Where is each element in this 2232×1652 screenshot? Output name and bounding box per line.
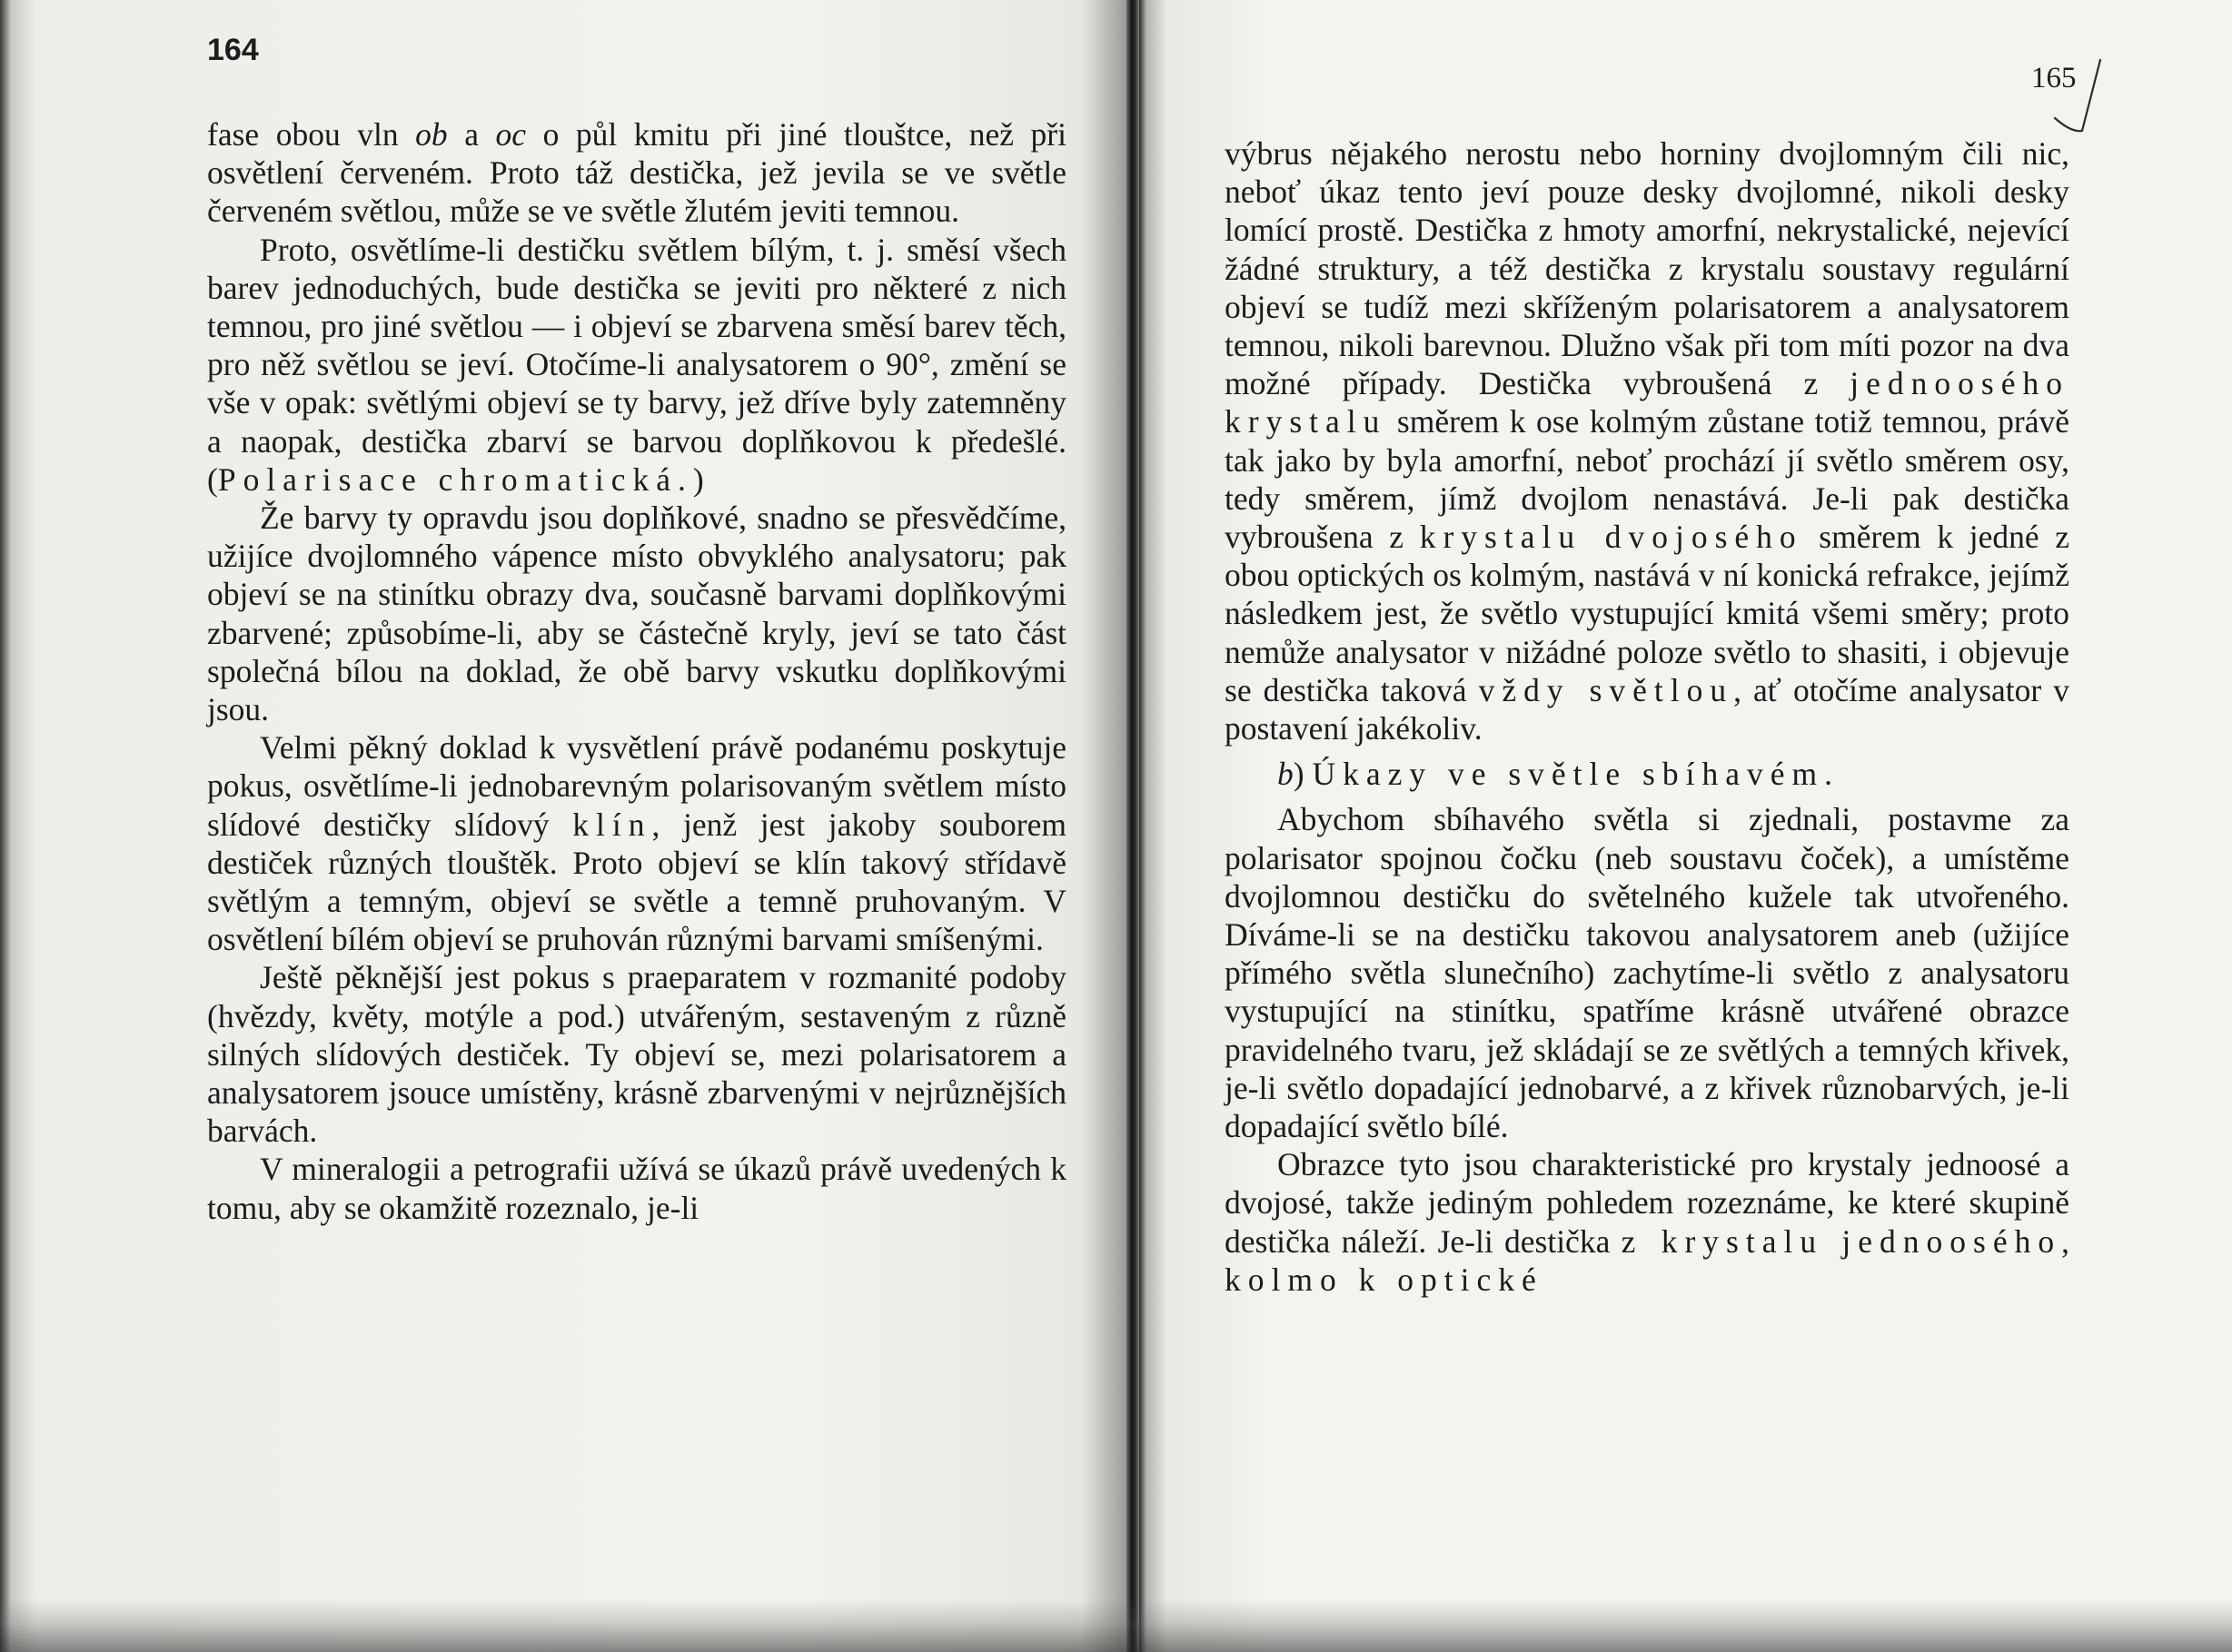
- italic-text: oc: [495, 116, 527, 153]
- page-number-left: 164: [207, 33, 259, 67]
- text-run: Že barvy ty opravdu jsou doplňkové, snadno se přesvědčíme, užijíce dvojlomného vápence místo obvyklého analysatoru; pak objeví se na stinítku obrazy dva, současně barvami doplňkovými zbarvené; způsobíme-li, aby se částečně kryly, jeví se tato část společná bílou na doklad, že obě barvy vskutku doplňkovými jsou.: [207, 500, 1066, 728]
- spaced-emphasis: jednoosého krystalu: [1225, 365, 2069, 440]
- text-run: Velmi pěkný doklad k vysvětlení právě podanému poskytuje pokus, osvětlíme-li jednobarevným polarisovaným světlem místo slídové destičky slídový: [207, 729, 1066, 843]
- spaced-emphasis: vždy světlou: [1478, 671, 1734, 708]
- italic-text: b: [1277, 756, 1294, 793]
- spaced-emphasis: Úkazy ve světle sbíhavém.: [1312, 756, 1840, 793]
- text-run: V mineralogii a petrografii užívá se úkazů právě uvedených k tomu, aby se okamžitě rozeznalo, je-li: [207, 1151, 1066, 1226]
- paragraph: [207, 728, 1066, 958]
- text-run: Abychom sbíhavého světla si zjednali, postavme za polarisator spojnou čočku (neb soustavu čoček), a umístěme dvojlomnou destičku do světelného kužele tak utvořeného. Díváme-li se na destičku takovou analysatorem aneb (užijíce přímého světla slunečního) zachytíme-li světlo z analysatoru vystupující na stinítku, spatříme krásně utvářené obrazce pravidelného tvaru, jež skládají se ze světlých a temných křivek, je-li světlo dopadající jednobarvé, a z křivek různobarvých, je-li dopadající světlo bílé.: [1225, 801, 2069, 1145]
- text-run: ): [692, 460, 704, 498]
- page-number-right: 165: [2031, 62, 2077, 94]
- spaced-emphasis: kolmo k optické: [1225, 1261, 1543, 1298]
- text-run: výbrus nějakého nerostu nebo horniny dvojlomným čili nic, neboť úkaz tento jeví pouze desky dvojlomné, nikoli desky lomící prostě. Destička z hmoty amorfní, nekrystalické, nejevící žádné struktury, a též destička z krystalu soustavy regulární objeví se tudíž mezi skříženým polarisatorem a analysatorem temnou, nikoli barevnou. Dlužno však při tom míti pozor na dva možné případy. Destička vybroušená z: [1225, 135, 2069, 402]
- text-run: Obrazce tyto jsou charakteristické pro krystaly jednoosé a dvojosé, takže jediným pohledem rozeznáme, ke které skupině destička náleží. Je-li destička: [1225, 1146, 2069, 1260]
- paragraph: [1225, 800, 2069, 1145]
- left-page-text: [207, 115, 1066, 1227]
- paragraph: [1225, 1145, 2069, 1299]
- text-run: směrem k ose kolmým zůstane totiž temnou, právě tak jako by byla amorfní, neboť prochází jí světlo směrem osy, tedy směrem, jímž dvojlom nenastává. Je-li pak destička vybroušena z: [1225, 403, 2069, 556]
- paragraph: [207, 115, 1066, 231]
- italic-text: ob: [415, 116, 448, 153]
- right-page-text: [1225, 134, 2069, 1299]
- pencil-check-mark: [2051, 54, 2106, 136]
- paragraph: [207, 1150, 1066, 1226]
- page-bottom-shadow: [0, 1599, 2232, 1652]
- text-run: , jenž jest jakoby souborem destiček různých tlouštěk. Proto objeví se klín takový střídavě světlým a temným, objeví se světle a temně pruhovaným. V osvětlení bílém objeví se pruhován různými barvami smíšenými.: [207, 806, 1066, 958]
- text-run: a: [447, 116, 496, 153]
- spaced-emphasis: Polarisace chromatická.: [217, 460, 693, 498]
- book-gutter: [1126, 0, 1139, 1652]
- paragraph: [207, 231, 1066, 499]
- paragraph: [207, 958, 1066, 1150]
- text-run: , ať otočíme analysator v postavení jakékoliv.: [1225, 671, 2069, 747]
- text-run: o půl kmitu při jiné tlouštce, než při osvětlení červeném. Proto táž destička, jež jevila se ve světle červeném světlou, může se ve světle žlutém jeviti temnou.: [207, 116, 1066, 230]
- text-run: ): [1293, 756, 1313, 793]
- text-run: směrem k jedné z obou optických os kolmým, nastává v ní konická refrakce, jejímž následkem jest, že světlo vystupující kmitá všemi směry; proto nemůže analysator v nižádné poloze světlo to shasiti, i objevuje se destička taková: [1225, 519, 2069, 708]
- spaced-emphasis: z krystalu jednoosého: [1621, 1222, 2062, 1260]
- text-run: Ještě pěknější jest pokus s praeparatem v rozmanité podoby (hvězdy, květy, motýle a pod.) utvářeným, sestaveným z různě silných slídových destiček. Ty objeví se, mezi polarisatorem a analysatorem jsouce umístěny, krásně zbarvenými v nejrůznějších barvách.: [207, 959, 1066, 1150]
- text-run: ,: [2061, 1222, 2069, 1260]
- paragraph: [207, 499, 1066, 728]
- text-run: Proto, osvětlíme-li destičku světlem bílým, t. j. směsí všech barev jednoduchých, bude destička se jeviti pro některé z nich temnou, pro jiné světlou — i objeví se zbarvena směsí barev těch, pro něž světlou se jeví. Otočíme-li analysatorem o 90°, změní se vše v opak: světlými objeví se ty barvy, jež dříve byly zatemněny a naopak, destička zbarví se barvou doplňkovou k předešlé. (: [207, 231, 1066, 498]
- spaced-emphasis: krystalu dvojosého: [1419, 519, 1803, 556]
- text-run: fase obou vln: [207, 116, 416, 153]
- spaced-emphasis: klín: [572, 806, 652, 843]
- section-heading: [1225, 755, 2069, 793]
- paragraph: [1225, 134, 2069, 747]
